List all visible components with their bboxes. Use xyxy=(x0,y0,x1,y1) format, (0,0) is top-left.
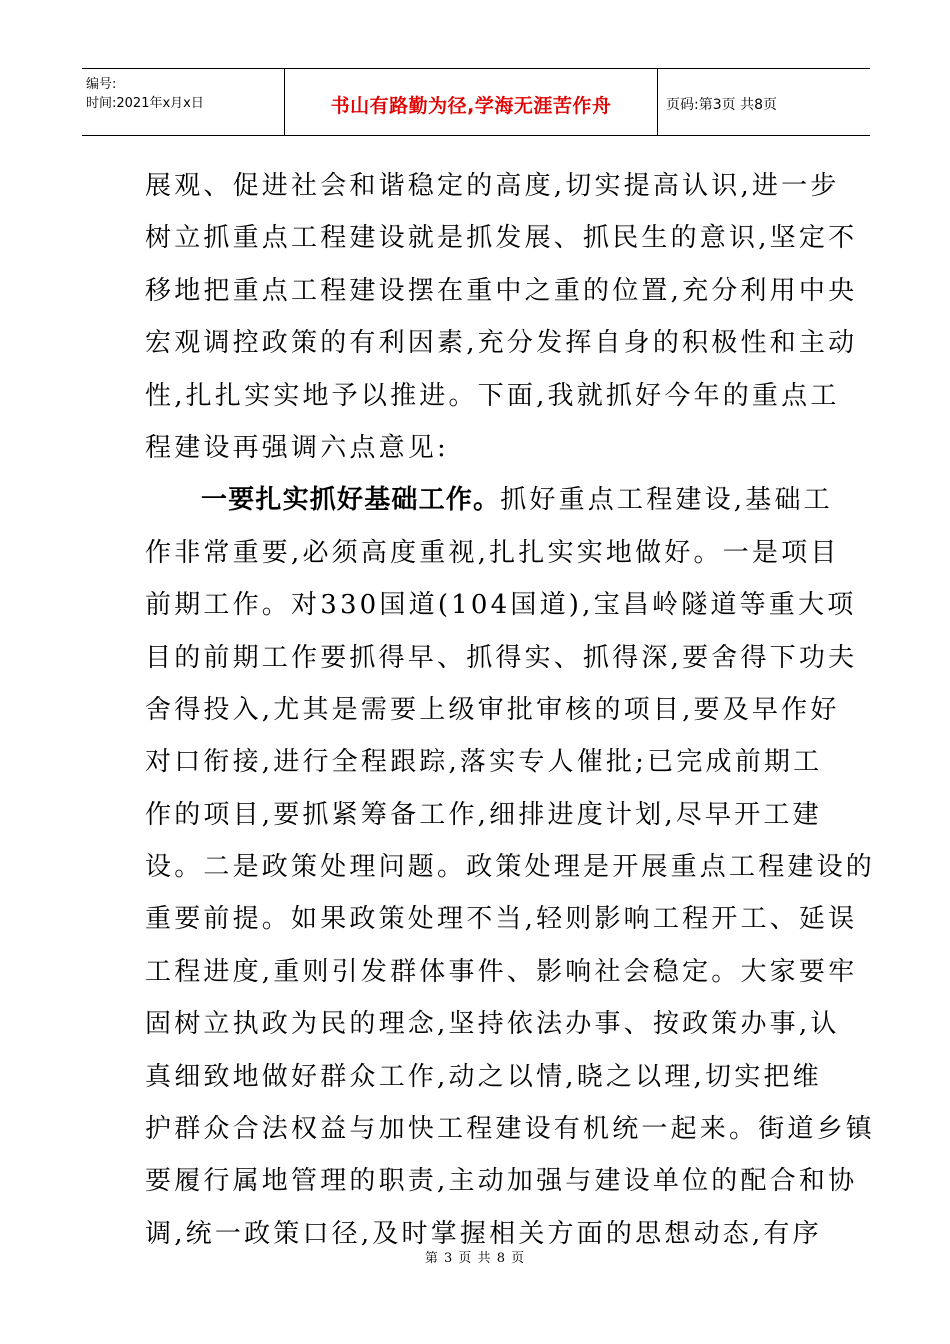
paragraph-text: 抓好重点工程建设,基础工 xyxy=(500,485,833,516)
document-body xyxy=(145,160,876,1260)
body-line: 要履行属地管理的职责,主动加强与建设单位的配合和协 xyxy=(145,1166,858,1197)
body-line: 作的项目,要抓紧筹备工作,细排进度计划,尽早开工建 xyxy=(145,799,822,830)
body-line: 移地把重点工程建设摆在重中之重的位置,充分利用中央 xyxy=(145,275,858,306)
document-number-label: 编号: xyxy=(86,77,117,92)
document-time-label: 时间:2021年x月x日 xyxy=(86,96,204,111)
body-line: 调,统一政策口径,及时掌握相关方面的思想动态,有序 xyxy=(145,1218,822,1249)
body-line: 真细致地做好群众工作,动之以情,晓之以理,切实把维 xyxy=(145,1061,822,1092)
body-line: 目的前期工作要抓得早、抓得实、抓得深,要舍得下功夫 xyxy=(145,642,858,673)
header-meta xyxy=(82,69,285,135)
page-footer: 第 3 页 共 8 页 xyxy=(424,1251,526,1266)
paragraph-first-line xyxy=(145,474,833,526)
header-motto: 书山有路勤为径,学海无涯苦作舟 xyxy=(330,94,612,117)
body-line: 固树立执政为民的理念,坚持依法办事、按政策办事,认 xyxy=(145,1009,840,1040)
body-line: 舍得投入,尤其是需要上级审批审核的项目,要及早作好 xyxy=(145,694,840,725)
body-line: 重要前提。如果政策处理不当,轻则影响工程开工、延误 xyxy=(145,904,858,935)
section-heading: 一要扎实抓好基础工作。 xyxy=(201,485,501,516)
body-line: 性,扎扎实实地予以推进。下面,我就抓好今年的重点工 xyxy=(145,380,840,411)
body-line: 树立抓重点工程建设就是抓发展、抓民生的意识,坚定不 xyxy=(145,223,858,254)
body-line: 对口衔接,进行全程跟踪,落实专人催批;已完成前期工 xyxy=(145,747,823,778)
body-line: 设。二是政策处理问题。政策处理是开展重点工程建设的 xyxy=(145,852,876,883)
header-motto-cell xyxy=(285,69,658,135)
body-line: 前期工作。对330国道(104国道),宝昌岭隧道等重大项 xyxy=(145,590,857,621)
page-header xyxy=(82,68,870,136)
header-page-info: 页码:第3页 共8页 xyxy=(666,97,777,113)
body-line: 宏观调控政策的有利因素,充分发挥自身的积极性和主动 xyxy=(145,328,858,359)
body-line: 作非常重要,必须高度重视,扎扎实实地做好。一是项目 xyxy=(145,537,840,568)
body-line: 程建设再强调六点意见: xyxy=(145,432,449,463)
body-line: 工程进度,重则引发群体事件、影响社会稳定。大家要牢 xyxy=(145,956,858,987)
body-line: 展观、促进社会和谐稳定的高度,切实提高认识,进一步 xyxy=(145,171,840,201)
body-line: 护群众合法权益与加快工程建设有机统一起来。街道乡镇 xyxy=(145,1114,876,1145)
